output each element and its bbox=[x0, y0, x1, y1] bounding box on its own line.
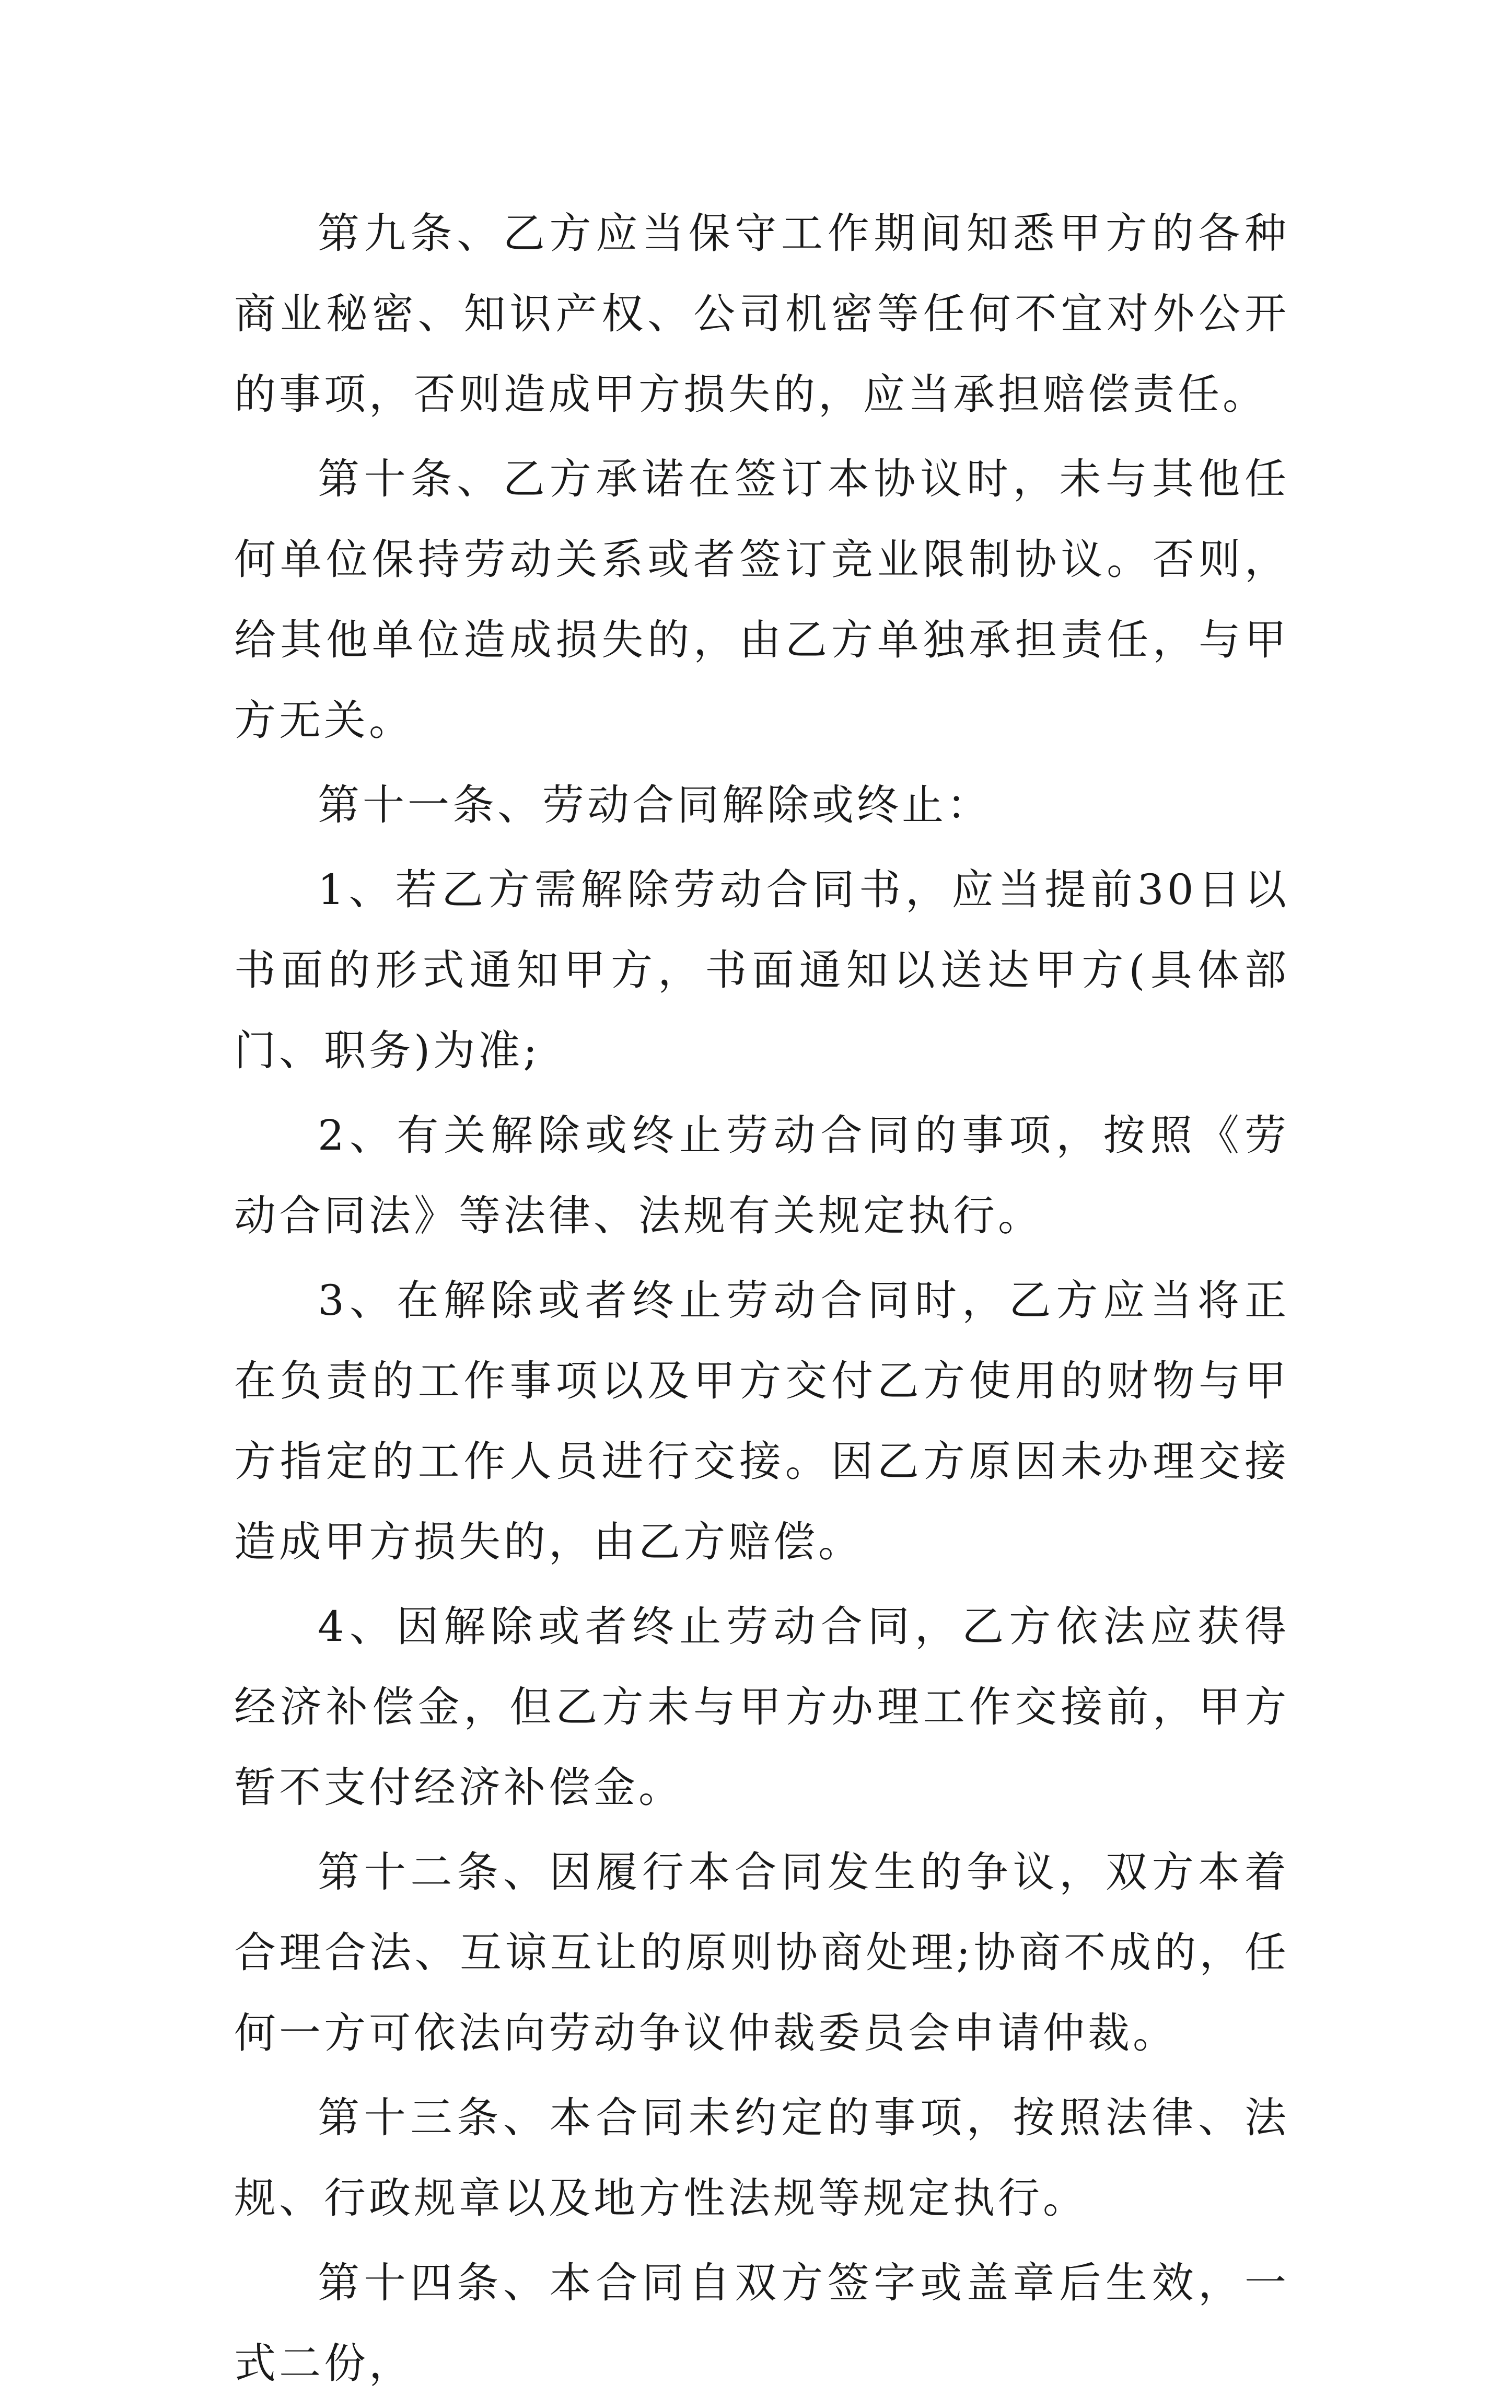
article-9-paragraph: 第九条、乙方应当保守工作期间知悉甲方的各种商业秘密、知识产权、公司机密等任何不宜对外公开的事项，否则造成甲方损失的，应当承担赔偿责任。 bbox=[234, 209, 1289, 419]
article-11-item-2: 2、有关解除或终止劳动合同的事项，按照《劳动合同法》等法律、法规有关规定执行。 bbox=[234, 1111, 1289, 1240]
article-10-paragraph: 第十条、乙方承诺在签订本协议时，未与其他任何单位保持劳动关系或者签订竞业限制协议。否则，给其他单位造成损失的，由乙方单独承担责任，与甲方无关。 bbox=[234, 455, 1289, 745]
article-13-paragraph: 第十三条、本合同未约定的事项，按照法律、法规、行政规章以及地方性法规等规定执行。 bbox=[234, 2093, 1289, 2222]
article-11-item-1: 1、若乙方需解除劳动合同书，应当提前30日以书面的形式通知甲方，书面通知以送达甲方(具体部门、职务)为准; bbox=[234, 865, 1289, 1075]
article-14-paragraph: 第十四条、本合同自双方签字或盖章后生效，一式二份， bbox=[234, 2259, 1289, 2388]
article-11-item-3: 3、在解除或者终止劳动合同时，乙方应当将正在负责的工作事项以及甲方交付乙方使用的财物与甲方指定的工作人员进行交接。因乙方原因未办理交接造成甲方损失的，由乙方赔偿。 bbox=[234, 1276, 1289, 1566]
document-body bbox=[234, 193, 1289, 2408]
article-12-paragraph: 第十二条、因履行本合同发生的争议，双方本着合理合法、互谅互让的原则协商处理;协商不成的，任何一方可依法向劳动争议仲裁委员会申请仲裁。 bbox=[234, 1848, 1289, 2057]
article-11-heading: 第十一条、劳动合同解除或终止： bbox=[318, 781, 992, 829]
article-11-item-4: 4、因解除或者终止劳动合同，乙方依法应获得经济补偿金，但乙方未与甲方办理工作交接前，甲方暂不支付经济补偿金。 bbox=[234, 1602, 1289, 1812]
